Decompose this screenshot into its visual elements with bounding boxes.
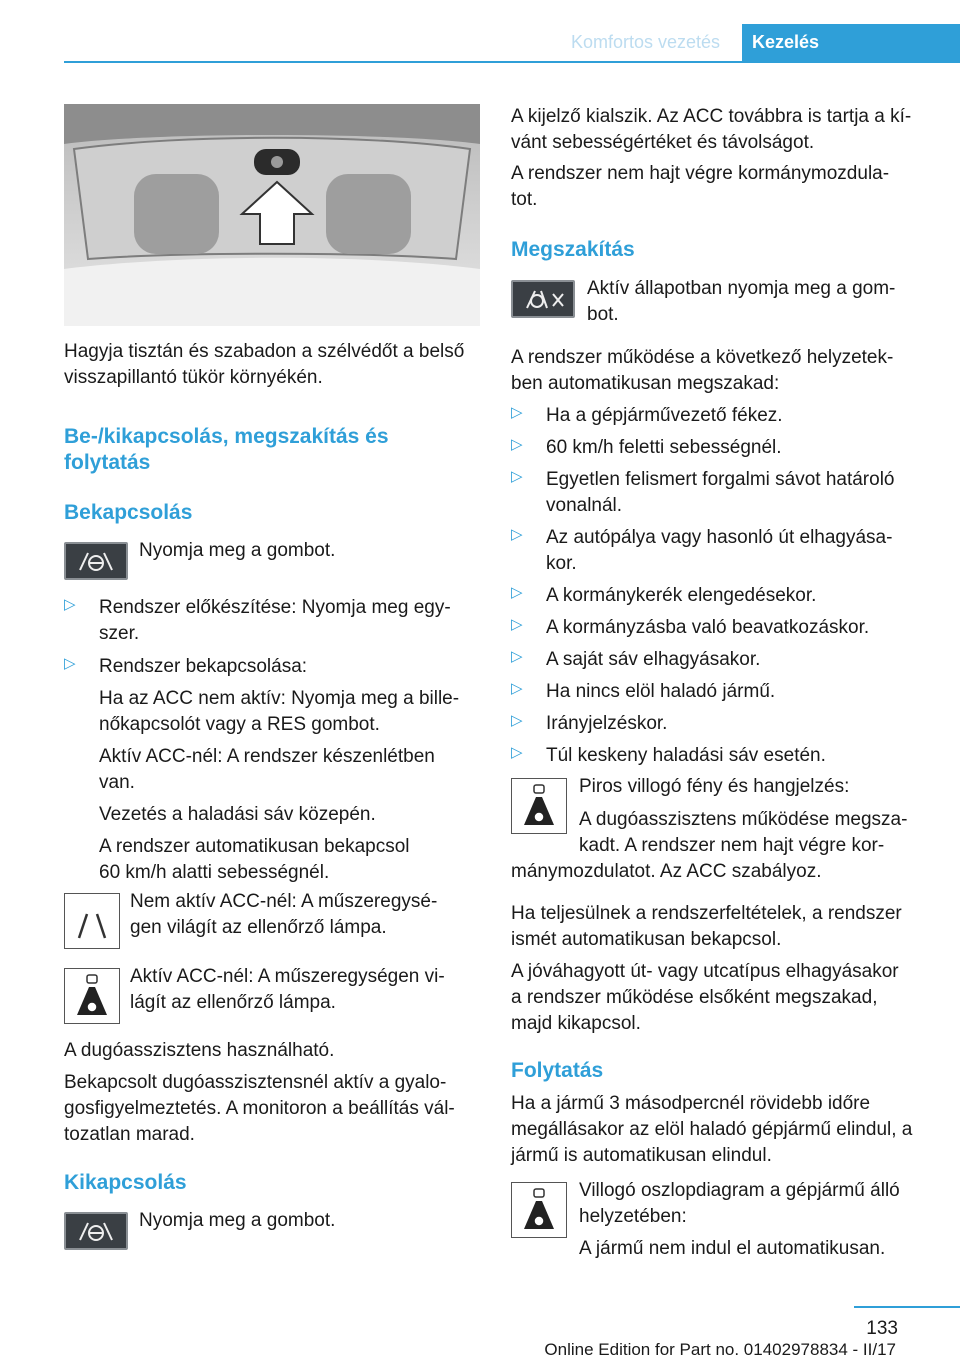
edition-text: Online Edition for Part no. 01402978834 - II/17 — [544, 1340, 896, 1359]
sub-line-5: Vezetés a haladási sáv közepén. — [99, 804, 376, 825]
rbullet-3a: Egyetlen felismert forgalmi sávot határoló — [546, 469, 895, 490]
sub-line-7: 60 km/h alatti sebességnél. — [99, 862, 330, 883]
intro-line4: tot. — [511, 189, 538, 210]
photo-caption-line2: visszapillantó tükör környékén. — [64, 367, 323, 388]
again-line5: majd kikapcsol. — [511, 1013, 641, 1034]
triangle-bullet-icon: ▷ — [511, 616, 523, 633]
sub-line-4: van. — [99, 772, 135, 793]
active-lamp-icon — [64, 968, 120, 1024]
bullet-text-1a: Rendszer előkészítése: Nyomja meg egy- — [99, 597, 451, 618]
lamp2-line2: lágít az ellenőrző lámpa. — [130, 992, 336, 1013]
triangle-bullet-icon: ▷ — [511, 648, 523, 665]
triangle-bullet-icon: ▷ — [511, 712, 523, 729]
blinking-lamp-icon — [511, 1182, 567, 1238]
cont-line2: megállásakor az elöl haladó gépjármű elindul, a — [511, 1119, 913, 1140]
interrupt-button-icon — [511, 280, 575, 318]
lane-lines-icon — [65, 894, 119, 948]
subheading-interrupt: Megszakítás — [511, 238, 635, 261]
off-press-text: Nyomja meg a gombot. — [139, 1210, 336, 1231]
cont-line3: jármű is automatikusan elindul. — [511, 1145, 772, 1166]
sub-line-2: nőkapcsolót vagy a RES gombot. — [99, 714, 380, 735]
available-text: A dugóasszisztens használható. — [64, 1040, 335, 1061]
sub-line-6: A rendszer automatikusan bekapcsol — [99, 836, 410, 857]
section-tab[interactable]: Komfortos vezetés — [570, 32, 720, 52]
traffic-jam-assist-icon — [512, 779, 566, 833]
intro-line1: A kijelző kialszik. Az ACC továbbra is tartja a kí- — [511, 106, 912, 127]
again-line2: ismét automatikusan bekapcsol. — [511, 929, 782, 950]
header-rule — [64, 61, 960, 63]
red-line4: mánymozdulatot. Az ACC szabályoz. — [511, 861, 822, 882]
ped-line2: gosfigyelmeztetés. A monitoron a beállítás vál- — [64, 1098, 455, 1119]
blink-line3: A jármű nem indul el automatikusan. — [579, 1238, 886, 1259]
intro-line3: A rendszer nem hajt végre kormánymozdula- — [511, 163, 890, 184]
again-line1: Ha teljesülnek a rendszerfeltételek, a rendszer — [511, 903, 902, 924]
section-title-line2: folytatás — [64, 451, 151, 474]
auto-line1: A rendszer működése a következő helyzetek- — [511, 347, 894, 368]
red-line2: A dugóasszisztens működése megsza- — [579, 809, 908, 830]
red-warning-lamp-icon — [511, 778, 567, 834]
red-line1: Piros villogó fény és hangjelzés: — [579, 776, 850, 797]
rbullet-9: Irányjelzéskor. — [546, 713, 668, 734]
traffic-jam-assist-icon — [65, 969, 119, 1023]
rbullet-7: A saját sáv elhagyásakor. — [546, 649, 761, 670]
triangle-bullet-icon: ▷ — [511, 744, 523, 761]
triangle-bullet-icon: ▷ — [511, 680, 523, 697]
steering-assist-button-icon — [64, 542, 128, 580]
rbullet-2: 60 km/h feletti sebességnél. — [546, 437, 782, 458]
steering-wheel-icon — [66, 544, 126, 578]
rbullet-3b: vonalnál. — [546, 495, 623, 516]
sub-line-1: Ha az ACC nem aktív: Nyomja meg a bille- — [99, 688, 460, 709]
auto-line2: ben automatikusan megszakad: — [511, 373, 780, 394]
lamp1-line2: gen világít az ellenőrző lámpa. — [130, 917, 387, 938]
photo-caption-line1: Hagyja tisztán és szabadon a szélvédőt a belső — [64, 341, 465, 362]
triangle-bullet-icon: ▷ — [511, 404, 523, 421]
rbullet-8: Ha nincs elöl haladó jármű. — [546, 681, 776, 702]
triangle-bullet-icon: ▷ — [511, 526, 523, 543]
chapter-tab[interactable]: Kezelés — [742, 24, 960, 61]
footer-rule — [854, 1306, 960, 1308]
traffic-jam-assist-icon — [512, 1183, 566, 1237]
steering-wheel-icon — [66, 1214, 126, 1248]
rbullet-5: A kormánykerék elengedésekor. — [546, 585, 817, 606]
triangle-bullet-icon: ▷ — [511, 468, 523, 485]
windscreen-photo — [64, 104, 480, 326]
red-line3: kadt. A rendszer nem hajt végre kor- — [579, 835, 885, 856]
cont-line1: Ha a jármű 3 másodpercnél rövidebb időre — [511, 1093, 871, 1114]
header-tabs — [549, 24, 960, 61]
ped-line1: Bekapcsolt dugóasszisztensnél aktív a gyalo- — [64, 1072, 447, 1093]
bullet-text-1b: szer. — [99, 623, 140, 644]
blink-line2: helyzetében: — [579, 1206, 687, 1227]
car-interior-illustration — [64, 104, 480, 326]
int-press-line2: bot. — [587, 304, 619, 325]
triangle-bullet-icon: ▷ — [511, 436, 523, 453]
rbullet-6: A kormányzásba való beavatkozáskor. — [546, 617, 870, 638]
lamp1-line1: Nem aktív ACC-nél: A műszeregysé- — [130, 891, 438, 912]
rbullet-1: Ha a gépjárművezető fékez. — [546, 405, 783, 426]
bullet-text-2: Rendszer bekapcsolása: — [99, 656, 308, 677]
again-line4: a rendszer működése elsőként megszakad, — [511, 987, 878, 1008]
intro-line2: vánt sebességértéket és távolságot. — [511, 132, 815, 153]
rbullet-4a: Az autópálya vagy hasonló út elhagyása- — [546, 527, 893, 548]
triangle-bullet-icon: ▷ — [511, 584, 523, 601]
steering-assist-button-icon-2 — [64, 1212, 128, 1250]
again-line3: A jóváhagyott út- vagy utcatípus elhagyásakor — [511, 961, 899, 982]
inactive-lamp-icon — [64, 893, 120, 949]
lamp2-line1: Aktív ACC-nél: A műszeregységen vi- — [130, 966, 445, 987]
section-title-line1: Be-/kikapcsolás, megszakítás és — [64, 425, 389, 448]
triangle-bullet-icon: ▷ — [64, 655, 76, 672]
blink-line1: Villogó oszlopdiagram a gépjármű álló — [579, 1180, 900, 1201]
ped-line3: tozatlan marad. — [64, 1124, 195, 1145]
rbullet-4b: kor. — [546, 553, 577, 574]
on-press-text: Nyomja meg a gombot. — [139, 540, 336, 561]
subheading-off: Kikapcsolás — [64, 1171, 187, 1194]
triangle-bullet-icon: ▷ — [64, 596, 76, 613]
subheading-continue: Folytatás — [511, 1059, 604, 1082]
page-number: 133 — [866, 1318, 898, 1339]
subheading-on: Bekapcsolás — [64, 501, 193, 524]
steering-wheel-cancel-icon — [513, 282, 573, 316]
sub-line-3: Aktív ACC-nél: A rendszer készenlétben — [99, 746, 435, 767]
int-press-line1: Aktív állapotban nyomja meg a gom- — [587, 278, 896, 299]
rbullet-10: Túl keskeny haladási sáv esetén. — [546, 745, 826, 766]
